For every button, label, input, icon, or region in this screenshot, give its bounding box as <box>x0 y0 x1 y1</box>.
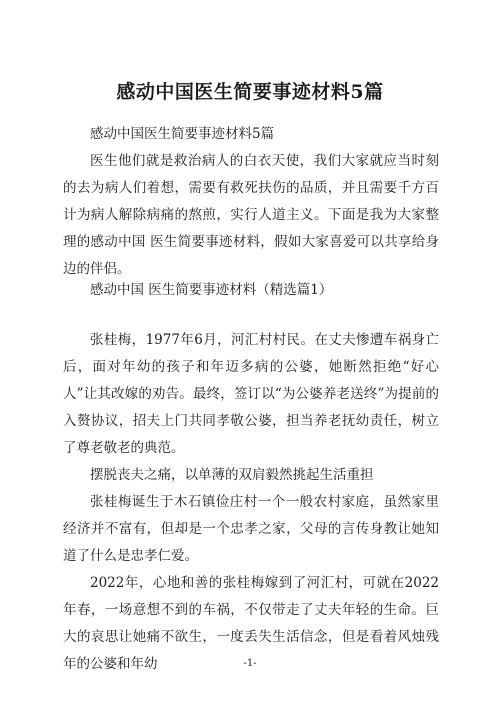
body-paragraph-2: 摆脱丧夫之痛，以单薄的双肩毅然挑起生活重担 <box>90 467 374 483</box>
intro-paragraph: 医生他们就是救治病人的白衣天使，我们大家就应当时刻的去为病人们着想，需要有救死扶伤的品质，并且需要千方百计为病人解除病痛的熬煎，实行人道主义。下面是我为大家整理的感动中国 医生简要事迹材料，假如大家喜爱可以共享给身边的伴侣。 <box>63 153 439 277</box>
body-paragraph-3: 张桂梅诞生于木石镇俭庄村一个一般农村家庭，虽然家里经济并不富有，但却是一个忠孝之家，父母的言传身教让她知道了什么是忠孝仁爱。 <box>63 494 439 564</box>
section-heading: 感动中国 医生简要事迹材料（精选篇1） <box>90 282 333 298</box>
page-number: -1- <box>243 658 257 669</box>
subtitle-paragraph: 感动中国医生简要事迹材料5篇 <box>90 126 275 142</box>
body-paragraph-4: 2022年，心地和善的张桂梅嫁到了河汇村，可就在2022年春，一场意想不到的车祸，不仅带走了丈夫年轻的生命。巨大的哀思让她痛不欲生，一度丢失生活信念，但是看着风烛残年的公婆和年幼 <box>63 575 439 672</box>
document-title: 感动中国医生简要事迹材料5篇 <box>116 81 384 103</box>
body-paragraph-1: 张桂梅，1977年6月，河汇村村民。在丈夫惨遭车祸身亡后，面对年幼的孩子和年迈多病的公婆，她断然拒绝“好心人”让其改嫁的劝告。最终，签订以“为公婆养老送终”为提前的入赘协议，招夫上门共同孝敬公婆，担当养老抚幼责任，树立了尊老敬老的典范。 <box>63 332 439 456</box>
